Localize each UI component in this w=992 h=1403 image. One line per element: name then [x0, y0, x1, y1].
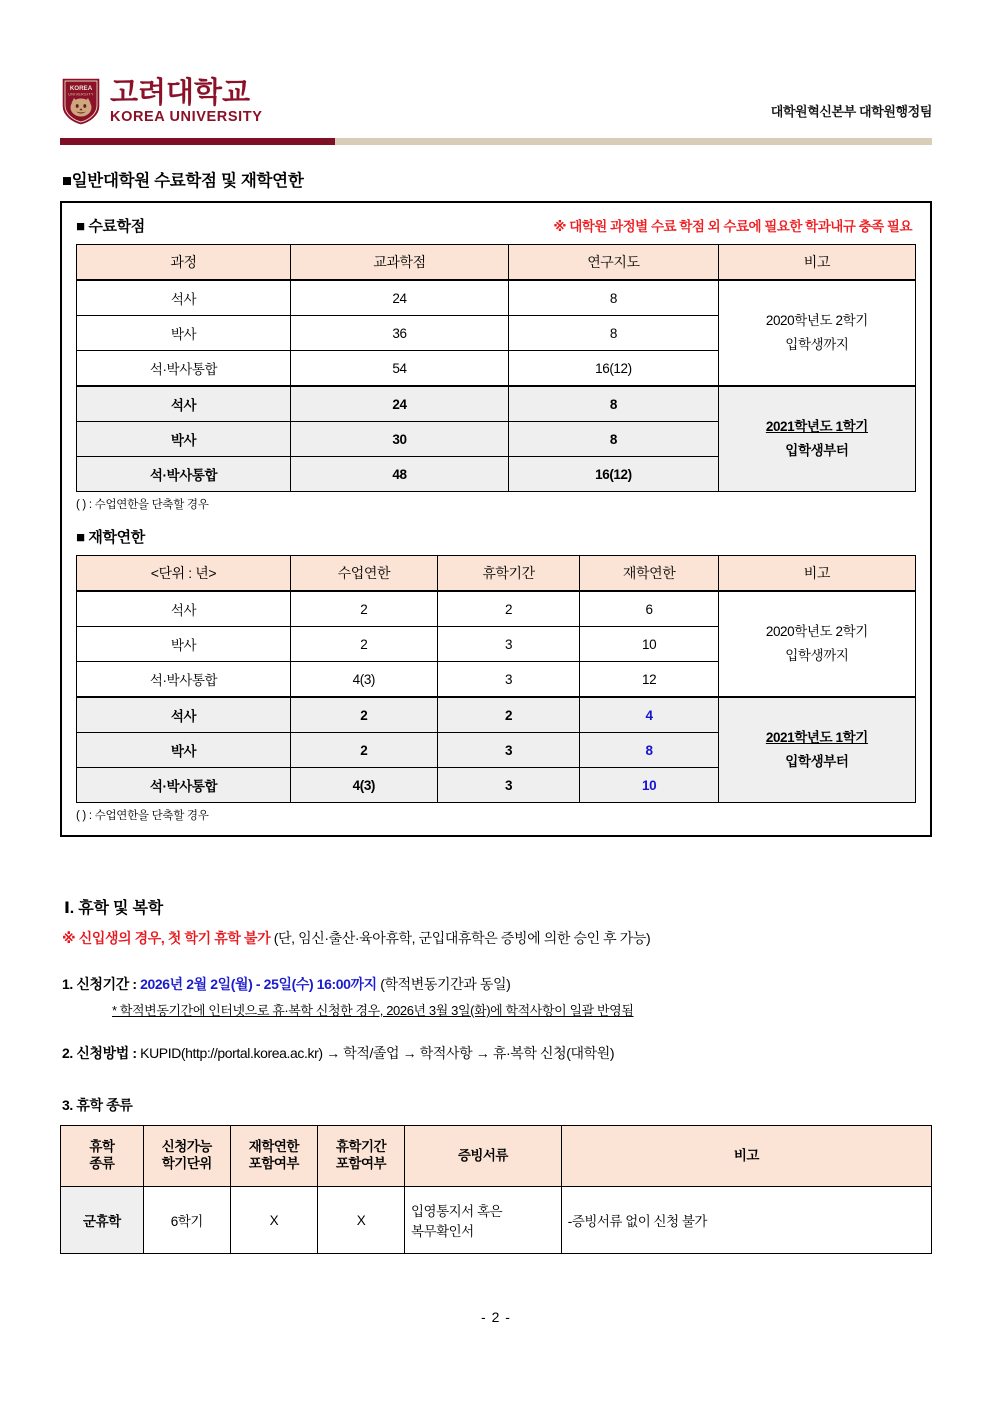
- col-counts-toward-leave: [317, 1126, 404, 1187]
- cell-research: 8: [509, 316, 719, 351]
- warning-rest-text: (단, 임신·출산·육아휴학, 군입대휴학은 증빙에 의한 승인 후 가능): [273, 930, 651, 946]
- remark-line-2: 입학생부터: [785, 754, 849, 769]
- remark-line-1: 2021학년도 1학기: [765, 419, 868, 435]
- cell-course: 박사: [77, 422, 291, 457]
- documents-line-2: 복무확인서: [411, 1224, 474, 1239]
- cell-supporting-documents: [405, 1187, 562, 1254]
- warning-red-text: ※ 신입생의 경우, 첫 학기 휴학 불가: [62, 930, 271, 946]
- cell-course: 박사: [77, 316, 291, 351]
- cell-research: 16(12): [509, 457, 719, 492]
- col-remarks: 비고: [718, 245, 915, 281]
- cell-remark-old: [718, 280, 915, 386]
- application-period-subnote: [112, 1000, 932, 1019]
- remark-line-2: 입학생부터: [785, 443, 849, 458]
- col-remarks: 비고: [561, 1126, 931, 1187]
- cell-enroll: 12: [580, 662, 718, 698]
- col-study-period: 수업연한: [290, 556, 437, 592]
- page-number: - 2 -: [481, 1309, 511, 1325]
- cell-leave-type: 군휴학: [61, 1187, 144, 1254]
- subnote-text: * 학적변동기간에 인터넷으로 휴·복학 신청한 경우, 2026년 3월 3일(화)에 학적사항이 일괄 반영됨: [112, 1003, 634, 1018]
- application-method-label: 2. 신청방법 :: [62, 1045, 137, 1061]
- cell-enroll: 10: [580, 768, 718, 803]
- table-row: [77, 386, 916, 422]
- remark-line-1: 2020학년도 2학기: [765, 624, 868, 640]
- cell-enroll: 8: [580, 733, 718, 768]
- cell-research: 8: [509, 422, 719, 457]
- application-period-item: [62, 974, 932, 994]
- table-row: [77, 591, 916, 627]
- page-title: ■일반대학원 수료학점 및 재학연한: [62, 172, 304, 190]
- cell-coursework: 30: [290, 422, 508, 457]
- col-leave-type: [61, 1126, 144, 1187]
- cell-leave: 3: [437, 662, 580, 698]
- table-row: [77, 280, 916, 316]
- remark-line-1: 2021학년도 1학기: [765, 730, 868, 746]
- cell-remark-new: [718, 697, 915, 803]
- cell-course: 석사: [77, 280, 291, 316]
- cell-research: 8: [509, 280, 719, 316]
- cell-remark-old: [718, 591, 915, 697]
- header-line-1: 재학연한: [248, 1139, 299, 1155]
- cell-study: 2: [290, 697, 437, 733]
- cell-coursework: 24: [290, 386, 508, 422]
- cell-study: 2: [290, 627, 437, 662]
- cell-course: 석·박사통합: [77, 457, 291, 492]
- header-line-2: 포함여부: [248, 1156, 299, 1171]
- remark-line-1: 2020학년도 2학기: [765, 313, 868, 329]
- credits-block-label: ■ 수료학점: [76, 218, 145, 235]
- col-leave-period: 휴학기간: [437, 556, 580, 592]
- cell-counts-toward-duration: X: [230, 1187, 317, 1254]
- cell-study: 2: [290, 591, 437, 627]
- application-period-dates: 2026년 2월 2일(월) - 25일(수) 16:00까지: [140, 976, 377, 992]
- credits-red-note: ※ 대학원 과정별 수료 학점 외 수료에 필요한 학과내규 충족 필요: [553, 219, 912, 234]
- application-period-note: (학적변동기간과 동일): [380, 976, 511, 992]
- header-divider-bar: [60, 138, 932, 145]
- header-line-2: 포함여부: [335, 1156, 387, 1171]
- cell-leave: 2: [437, 591, 580, 627]
- cell-course: 석·박사통합: [77, 768, 291, 803]
- col-coursework-credits: 교과학점: [290, 245, 508, 281]
- header-line-1: 휴학: [89, 1139, 115, 1155]
- cell-enroll: 10: [580, 627, 718, 662]
- application-method-path: KUPID(http://portal.korea.ac.kr) → 학적/졸업 → 학적사항 → 휴·복학 신청(대학원): [140, 1045, 615, 1061]
- cell-leave: 3: [437, 733, 580, 768]
- university-wordmark: [110, 74, 263, 125]
- wordmark-english: KOREA UNIVERSITY: [110, 108, 263, 125]
- leave-types-table: [60, 1125, 932, 1254]
- header-line-1: 신청가능: [161, 1139, 212, 1155]
- table-header-row: [77, 245, 916, 281]
- application-period-label: 1. 신청기간 :: [62, 976, 137, 992]
- application-method-item: [62, 1043, 932, 1063]
- duration-block-label: ■ 재학연한: [76, 529, 145, 546]
- col-unit: <단위 : 년>: [77, 556, 291, 592]
- cell-leave: 3: [437, 627, 580, 662]
- header-line-1: 휴학기간: [335, 1139, 387, 1155]
- cell-study: 2: [290, 733, 437, 768]
- cell-research: 8: [509, 386, 719, 422]
- col-remarks: 비고: [718, 556, 915, 592]
- table-row: [77, 697, 916, 733]
- duration-table: [76, 555, 916, 803]
- col-research-guidance: 연구지도: [509, 245, 719, 281]
- remark-line-2: 입학생까지: [785, 648, 849, 663]
- credits-footnote: ( ) : 수업연한을 단축할 경우: [76, 499, 209, 511]
- col-course: 과정: [77, 245, 291, 281]
- cell-course: 석사: [77, 591, 291, 627]
- cell-coursework: 48: [290, 457, 508, 492]
- cell-research: 16(12): [509, 351, 719, 387]
- cell-course: 박사: [77, 733, 291, 768]
- cell-leave: 3: [437, 768, 580, 803]
- cell-enroll: 4: [580, 697, 718, 733]
- cell-remark-new: [718, 386, 915, 492]
- document-header: [60, 0, 932, 126]
- cell-course: 석·박사통합: [77, 662, 291, 698]
- cell-leave: 2: [437, 697, 580, 733]
- svg-text:1905: 1905: [78, 117, 84, 121]
- table-header-row: [61, 1126, 932, 1187]
- remark-line-2: 입학생까지: [785, 337, 849, 352]
- col-supporting-documents: 증빙서류: [405, 1126, 562, 1187]
- svg-text:UNIVERSITY: UNIVERSITY: [68, 92, 94, 97]
- credits-table: [76, 244, 916, 492]
- cell-enroll: 6: [580, 591, 718, 627]
- col-enrollment-limit: 재학연한: [580, 556, 718, 592]
- header-line-2: 종류: [89, 1156, 115, 1171]
- department-name: 대학원혁신본부 대학원행정팀: [770, 104, 932, 119]
- spacer: [60, 1069, 932, 1095]
- cell-coursework: 24: [290, 280, 508, 316]
- cell-course: 석사: [77, 697, 291, 733]
- cell-coursework: 36: [290, 316, 508, 351]
- university-crest-icon: [60, 76, 102, 126]
- cell-course: 석·박사통합: [77, 351, 291, 387]
- wordmark-korean: 고려대학교: [110, 74, 251, 109]
- table-row: [61, 1187, 932, 1254]
- cell-study: 4(3): [290, 768, 437, 803]
- korea-university-brand: [60, 76, 262, 126]
- cell-course: 석사: [77, 386, 291, 422]
- chapter-warning: [62, 928, 932, 948]
- table-header-row: [77, 556, 916, 592]
- svg-text:KOREA: KOREA: [69, 85, 93, 92]
- credits-block-header: [76, 215, 916, 236]
- cell-counts-toward-leave: X: [317, 1187, 404, 1254]
- col-semester-unit: [143, 1126, 230, 1187]
- leave-types-heading: 3. 휴학 종류: [62, 1097, 133, 1113]
- divider-segment-beige: [335, 138, 932, 145]
- chapter-heading: Ⅰ. 휴학 및 복학: [64, 900, 164, 917]
- duration-footnote: ( ) : 수업연한을 단축할 경우: [76, 810, 209, 822]
- cell-coursework: 54: [290, 351, 508, 387]
- documents-line-1: 입영통지서 혹은: [411, 1204, 503, 1219]
- header-line-2: 학기단위: [161, 1156, 212, 1171]
- divider-segment-crimson: [60, 138, 335, 145]
- credits-and-duration-box: [60, 201, 932, 837]
- cell-semester-unit: 6학기: [143, 1187, 230, 1254]
- cell-remarks: -증빙서류 없이 신청 불가: [561, 1187, 931, 1254]
- col-counts-toward-duration: [230, 1126, 317, 1187]
- cell-study: 4(3): [290, 662, 437, 698]
- cell-course: 박사: [77, 627, 291, 662]
